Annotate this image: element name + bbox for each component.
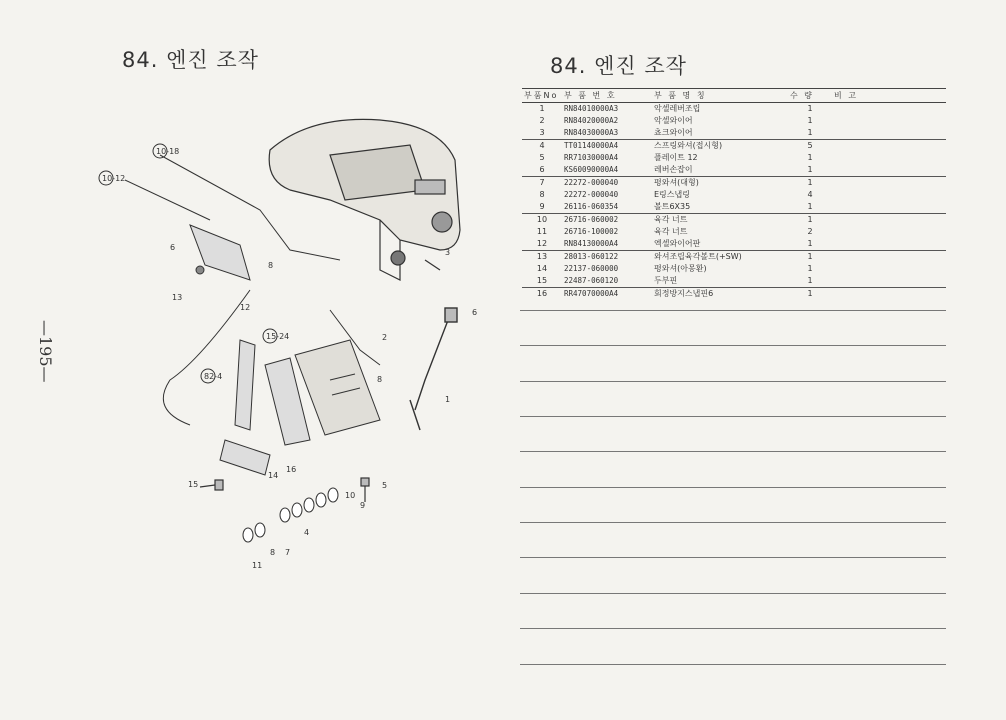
page-title-right: 84. 엔진 조작 [550,54,687,78]
cell-qty: 1 [788,127,832,140]
cell-no: 15 [522,275,562,288]
blank-rule [520,451,946,452]
table-row [522,263,946,275]
lever-quadrant [295,340,383,435]
bracket-plate [190,225,250,280]
table-row [522,251,946,264]
cell-name: 쵸크와이어 [652,127,788,140]
cell-code: 22137-060000 [564,264,619,273]
cell-no: 16 [536,289,548,298]
cell-qty: 1 [807,264,813,273]
header-remark: 비 고 [832,89,946,103]
cell-code: TT01140000A4 [564,141,619,150]
table-row [522,152,946,164]
cell-no: 2 [539,116,545,125]
callout-label: 82-4 [204,372,223,381]
callout-label: 10-18 [156,147,180,156]
cell-qty: 1 [807,153,813,162]
cell-no: 7 [539,178,545,187]
header-qty: 수 량 [788,89,832,103]
cell-no: 6 [522,164,562,177]
cell-name: 육각 너트 [654,227,688,236]
cell-no: 9 [522,201,562,214]
cell-qty: 1 [788,201,832,214]
cell-code: 26116-060354 [562,201,652,214]
cell-no: 4 [539,141,545,150]
table-row [522,201,946,214]
parts-table-wrap [522,88,1006,300]
cell-name: 레버손잡이 [652,164,788,177]
cell-remark [832,201,946,214]
cell-code: 22272-000040 [564,190,619,199]
right-page [500,0,1006,720]
cell-no: 10 [536,215,548,224]
cell-code: RN84130000A4 [562,238,652,251]
cell-name: 와셔조립육각볼트(+SW) [654,252,742,261]
cell-no: 3 [522,127,562,140]
cell-name: E링스냅링 [654,190,690,199]
cell-code: 22487-060120 [562,275,652,288]
table-header-row [522,89,946,103]
callout-label: 8 [268,261,274,270]
cell-no: 1 [539,104,545,113]
cell-name: 회정방지스냅핀6 [654,289,714,298]
cell-code: RN84010000A3 [564,104,619,113]
table-row [522,189,946,201]
cell-qty: 5 [807,141,813,150]
blank-rule [520,345,946,346]
cell-code: RR71030000A4 [564,153,619,162]
blank-rule [520,416,946,417]
cell-remark [832,140,946,153]
cell-remark [832,263,946,275]
table-row [522,275,946,288]
table-row [522,226,946,238]
cell-remark [832,214,946,227]
callout-label: 11 [252,561,263,570]
cell-qty: 1 [807,289,813,298]
cell-no: 13 [536,252,548,261]
table-row [522,238,946,251]
callout-label: 9 [360,501,366,510]
left-page [0,0,500,720]
cell-qty: 1 [788,275,832,288]
cell-code: RN84020000A2 [564,116,619,125]
cell-name: 볼트6X35 [652,201,788,214]
cell-code: RR47070000A4 [564,289,619,298]
cell-code: 22272-000040 [564,178,619,187]
header-name: 부 품 명 칭 [652,89,788,103]
cell-name: 육각 너트 [654,215,688,224]
cell-no: 11 [536,227,548,236]
callout-label: 2 [382,333,388,342]
callout-label: 4 [304,528,310,537]
table-row [522,288,946,301]
callout-label: 13 [172,293,183,302]
table-row [522,103,946,116]
cell-name: 평와셔(대형) [654,178,699,187]
cell-name: 악셀와이어 [654,116,693,125]
callout-label: 16 [286,465,297,474]
cell-qty: 1 [807,104,813,113]
table-row [522,127,946,140]
callout-label: 5 [382,481,388,490]
table-row [522,115,946,127]
blank-rule [520,522,946,523]
callout-label: 7 [285,548,291,557]
cell-remark [832,288,946,301]
cell-remark [832,164,946,177]
callout-label: 10 [345,491,356,500]
cell-no: 14 [536,264,548,273]
cell-qty: 1 [807,252,813,261]
callout-label: 14 [268,471,279,480]
callout-label: 8 [270,548,276,557]
blank-rule [520,487,946,488]
blank-rule [520,664,946,665]
cell-qty: 1 [807,215,813,224]
cell-name: 두부핀 [652,275,788,288]
blank-rule [520,381,946,382]
page-title-left: 84. 엔진 조작 [122,48,259,72]
header-no: 부품No [522,89,562,103]
cell-code: KS60090000A4 [562,164,652,177]
washer-stack [243,488,338,542]
cell-qty: 4 [807,190,813,199]
callout-label: 15 [188,480,199,489]
cell-name: 엑셀와이어판 [652,238,788,251]
cell-qty: 2 [807,227,813,236]
cell-name: 스프링와셔(접시형) [654,141,723,150]
cell-remark [832,152,946,164]
cell-name: 악셀레버조립 [654,104,701,113]
accel-lever [410,308,457,430]
cell-remark [832,189,946,201]
cell-no: 8 [539,190,545,199]
cell-remark [832,127,946,140]
callout-label: 15-24 [266,332,290,341]
table-row [522,214,946,227]
callout-label: 6 [472,308,478,317]
cell-no: 5 [539,153,545,162]
cell-remark [832,238,946,251]
cell-name: 평와셔(아몽환) [654,264,707,273]
cell-remark [832,251,946,264]
blank-rule [520,310,946,311]
callout-label: 3 [445,248,451,257]
table-row [522,164,946,177]
cell-remark [832,177,946,190]
cell-name: 플레이트 12 [654,153,698,162]
callout-label: 1 [445,395,451,404]
page-number: —195— [36,320,55,383]
blank-rule [520,628,946,629]
cell-remark [832,226,946,238]
cell-code: 26716-060002 [564,215,619,224]
blank-rule [520,557,946,558]
cell-remark [832,115,946,127]
table-row [522,140,946,153]
header-code: 부 품 번 호 [562,89,652,103]
cell-remark [832,275,946,288]
dashboard-housing [269,119,460,280]
cell-qty: 1 [788,164,832,177]
cell-code: 28013-060122 [564,252,619,261]
cell-no: 12 [522,238,562,251]
cell-qty: 1 [807,116,813,125]
cell-remark [832,103,946,116]
callout-label: 6 [170,243,176,252]
cell-code: 26716-100002 [564,227,619,236]
parts-table [522,88,946,300]
cell-qty: 1 [807,178,813,187]
callout-label: 10-12 [102,174,126,183]
cell-qty: 1 [788,238,832,251]
exploded-parts-diagram [80,110,480,590]
callout-label: 12 [240,303,251,312]
table-row [522,177,946,190]
callout-label: 8 [377,375,383,384]
cell-code: RN84030000A3 [562,127,652,140]
blank-rule [520,593,946,594]
